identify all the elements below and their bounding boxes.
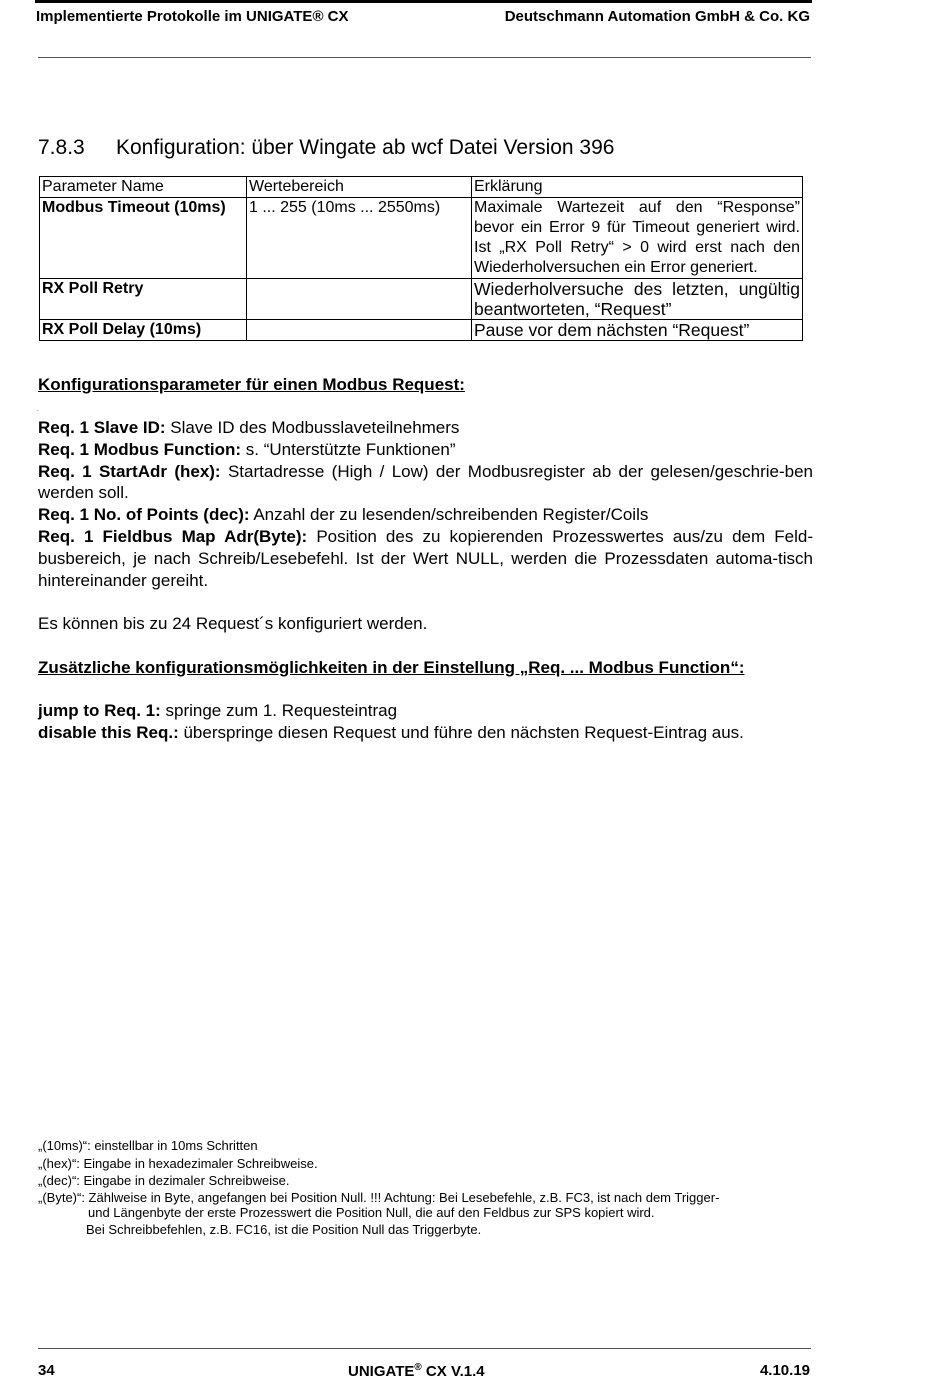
footer-divider bbox=[38, 1348, 811, 1349]
parameter-table bbox=[39, 176, 803, 341]
section-number: 7.8.3 bbox=[38, 136, 85, 159]
item-label: Req. 1 Fieldbus Map Adr(Byte): bbox=[38, 526, 308, 546]
list-item bbox=[38, 722, 813, 744]
item-label: Req. 1 StartAdr (hex): bbox=[38, 461, 221, 481]
footnote: „(dec)“: Eingabe in dezimaler Schreibweise. bbox=[38, 1173, 290, 1188]
product-name: UNIGATE bbox=[348, 1363, 415, 1380]
item-text: überspringe diesen Request und führe den nächsten Request-Eintrag aus. bbox=[178, 722, 744, 742]
item-text: Slave ID des Modbusslaveteilnehmers bbox=[165, 418, 460, 437]
param-range bbox=[247, 320, 472, 341]
column-header-range: Wertebereich bbox=[247, 177, 472, 198]
param-name: RX Poll Delay (10ms) bbox=[40, 320, 247, 341]
footnote-continuation: und Längenbyte der erste Prozesswert die Position Null, die auf den Feldbus zur SPS kopiert wird. bbox=[88, 1205, 655, 1220]
item-label: jump to Req. 1: bbox=[38, 701, 161, 720]
table-row bbox=[40, 198, 803, 279]
header-document-title: Implementierte Protokolle im UNIGATE® CX bbox=[36, 8, 349, 25]
item-label: Req. 1 Slave ID: bbox=[38, 418, 166, 437]
footer-product bbox=[348, 1362, 485, 1380]
table-row bbox=[40, 279, 803, 320]
table-header-row bbox=[40, 177, 803, 198]
param-range: 1 ... 255 (10ms ... 2550ms) bbox=[247, 198, 472, 279]
footnote: „(10ms)“: einstellbar in 10ms Schritten bbox=[38, 1138, 258, 1153]
column-header-explanation: Erklärung bbox=[472, 177, 803, 198]
footnote-continuation: Bei Schreibbefehlen, z.B. FC16, ist die Position Null das Triggerbyte. bbox=[86, 1221, 482, 1237]
header-company-name: Deutschmann Automation GmbH & Co. KG bbox=[504, 8, 810, 25]
param-explanation: Maximale Wartezeit auf den “Response” bevor ein Error 9 für Timeout generiert wird. Ist „RX Poll Retry“ > 0 wird erst nach den Wiederholversuchen ein Error generiert. bbox=[472, 198, 803, 279]
product-version: CX V.1.4 bbox=[421, 1363, 485, 1380]
item-text: Position des zu kopierenden Prozesswertes aus/zu dem Feld-busbereich, je nach Schreib/Lesebefehl. Ist der Wert NULL, werden die Prozessdaten automa-tisch hintereinander gereiht. bbox=[38, 526, 813, 590]
list-item bbox=[38, 700, 813, 722]
list-item bbox=[38, 439, 813, 461]
stray-dot: . bbox=[37, 407, 39, 413]
footnote: „(Byte)“: Zählweise in Byte, angefangen bei Position Null. !!! Achtung: Bei Lesebefehle, z.B. FC3, ist nach dem Trigger- bbox=[38, 1189, 720, 1205]
item-text: s. “Unterstützte Funktionen” bbox=[241, 439, 456, 459]
item-text: springe zum 1. Requesteintrag bbox=[160, 701, 398, 720]
item-text: Startadresse (High / Low) der Modbusregister ab der gelesen/geschrie-ben werden soll. bbox=[38, 461, 814, 503]
request-params-list bbox=[38, 417, 813, 591]
page-number: 34 bbox=[38, 1362, 55, 1379]
section-title: Konfiguration: über Wingate ab wcf Datei Version 396 bbox=[116, 136, 615, 159]
param-name: Modbus Timeout (10ms) bbox=[40, 198, 247, 279]
header-top-rule bbox=[35, 0, 812, 3]
item-label: Req. 1 No. of Points (dec): bbox=[38, 505, 250, 525]
table-row bbox=[40, 320, 803, 341]
param-explanation: Wiederholversuche des letzten, ungültig beantworteten, “Request” bbox=[472, 279, 803, 320]
list-item bbox=[38, 461, 813, 505]
param-explanation: Pause vor dem nächsten “Request” bbox=[472, 320, 803, 341]
item-text: Anzahl der zu lesenden/schreibenden Register/Coils bbox=[249, 505, 649, 525]
section-heading bbox=[38, 136, 614, 160]
list-item bbox=[38, 504, 813, 526]
footnote: „(hex)“: Eingabe in hexadezimaler Schreibweise. bbox=[38, 1155, 318, 1171]
footnotes bbox=[38, 1137, 813, 1238]
request-count-note: Es können bis zu 24 Request´s konfiguriert werden. bbox=[38, 614, 428, 633]
footer-date: 4.10.19 bbox=[759, 1362, 810, 1379]
param-name: RX Poll Retry bbox=[40, 279, 247, 320]
item-label: Req. 1 Modbus Function: bbox=[38, 439, 242, 459]
param-range bbox=[247, 279, 472, 320]
list-item bbox=[38, 417, 813, 439]
extra-options-heading: Zusätzliche konfigurationsmöglichkeiten in der Einstellung „Req. ... Modbus Function“: bbox=[38, 658, 745, 677]
header-divider bbox=[38, 57, 811, 58]
column-header-name: Parameter Name bbox=[40, 177, 247, 198]
extra-options-list bbox=[38, 700, 813, 744]
list-item bbox=[38, 526, 813, 591]
registered-mark: ® bbox=[414, 1362, 422, 1373]
item-label: disable this Req.: bbox=[38, 722, 179, 742]
config-params-heading: Konfigurationsparameter für einen Modbus Request: bbox=[38, 375, 465, 394]
